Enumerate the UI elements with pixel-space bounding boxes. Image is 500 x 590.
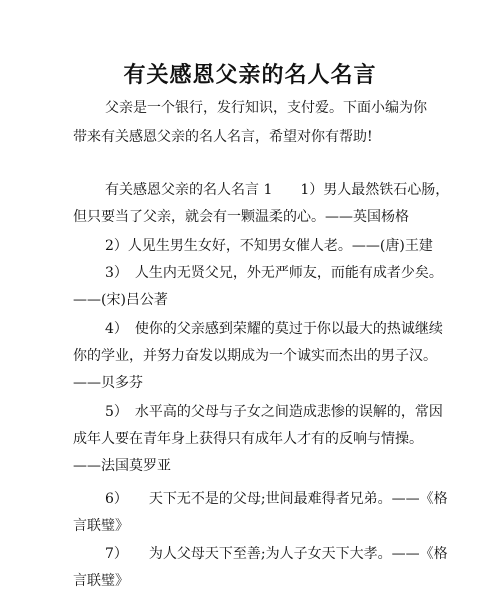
quote-5-line-2: 成年人要在青年身上获得只有成年人才有的反响与情操。 [73,431,423,447]
quote-6-line-2: 言联璧》 [73,518,129,534]
intro-line-1: 父亲是一个银行，发行知识，支付爱。下面小编为你 [105,100,427,116]
quote-4-line-3: ——贝多芬 [73,375,143,391]
quote-4-line-1: 4） 使你的父亲感到荣耀的莫过于你以最大的热诚继续 [105,321,443,337]
quote-7-line-2: 言联璧》 [73,573,129,589]
quote-3-line-1: 3） 人生内无贤父兄，外无严师友，而能有成者少矣。 [105,265,443,281]
quote-1-line-1: 有关感恩父亲的名人名言 1 1）男人最然铁石心肠， [105,182,450,198]
intro-line-2: 带来有关感恩父亲的名人名言，希望对你有帮助! [73,129,373,145]
quote-4-line-2: 你的学业，并努力奋发以期成为一个诚实而杰出的男子汉。 [73,348,437,364]
quote-3-line-2: ——(宋)吕公著 [73,292,168,308]
quote-6-line-1: 6） 天下无不是的父母;世间最难得者兄弟。——《格 [105,491,448,507]
quote-1-line-2: 但只要当了父亲，就会有一颗温柔的心。——英国杨格 [73,209,409,225]
quote-5-line-3: ——法国莫罗亚 [73,458,171,474]
quote-5-line-1: 5） 水平高的父母与子女之间造成悲惨的误解的，常因 [105,404,443,420]
quote-7-line-1: 7） 为人父母天下至善;为人子女天下大孝。——《格 [105,546,448,562]
quote-2-line-1: 2）人见生男生女好，不知男女催人老。——(唐)王建 [105,238,433,254]
page-title: 有关感恩父亲的名人名言 [123,62,377,88]
